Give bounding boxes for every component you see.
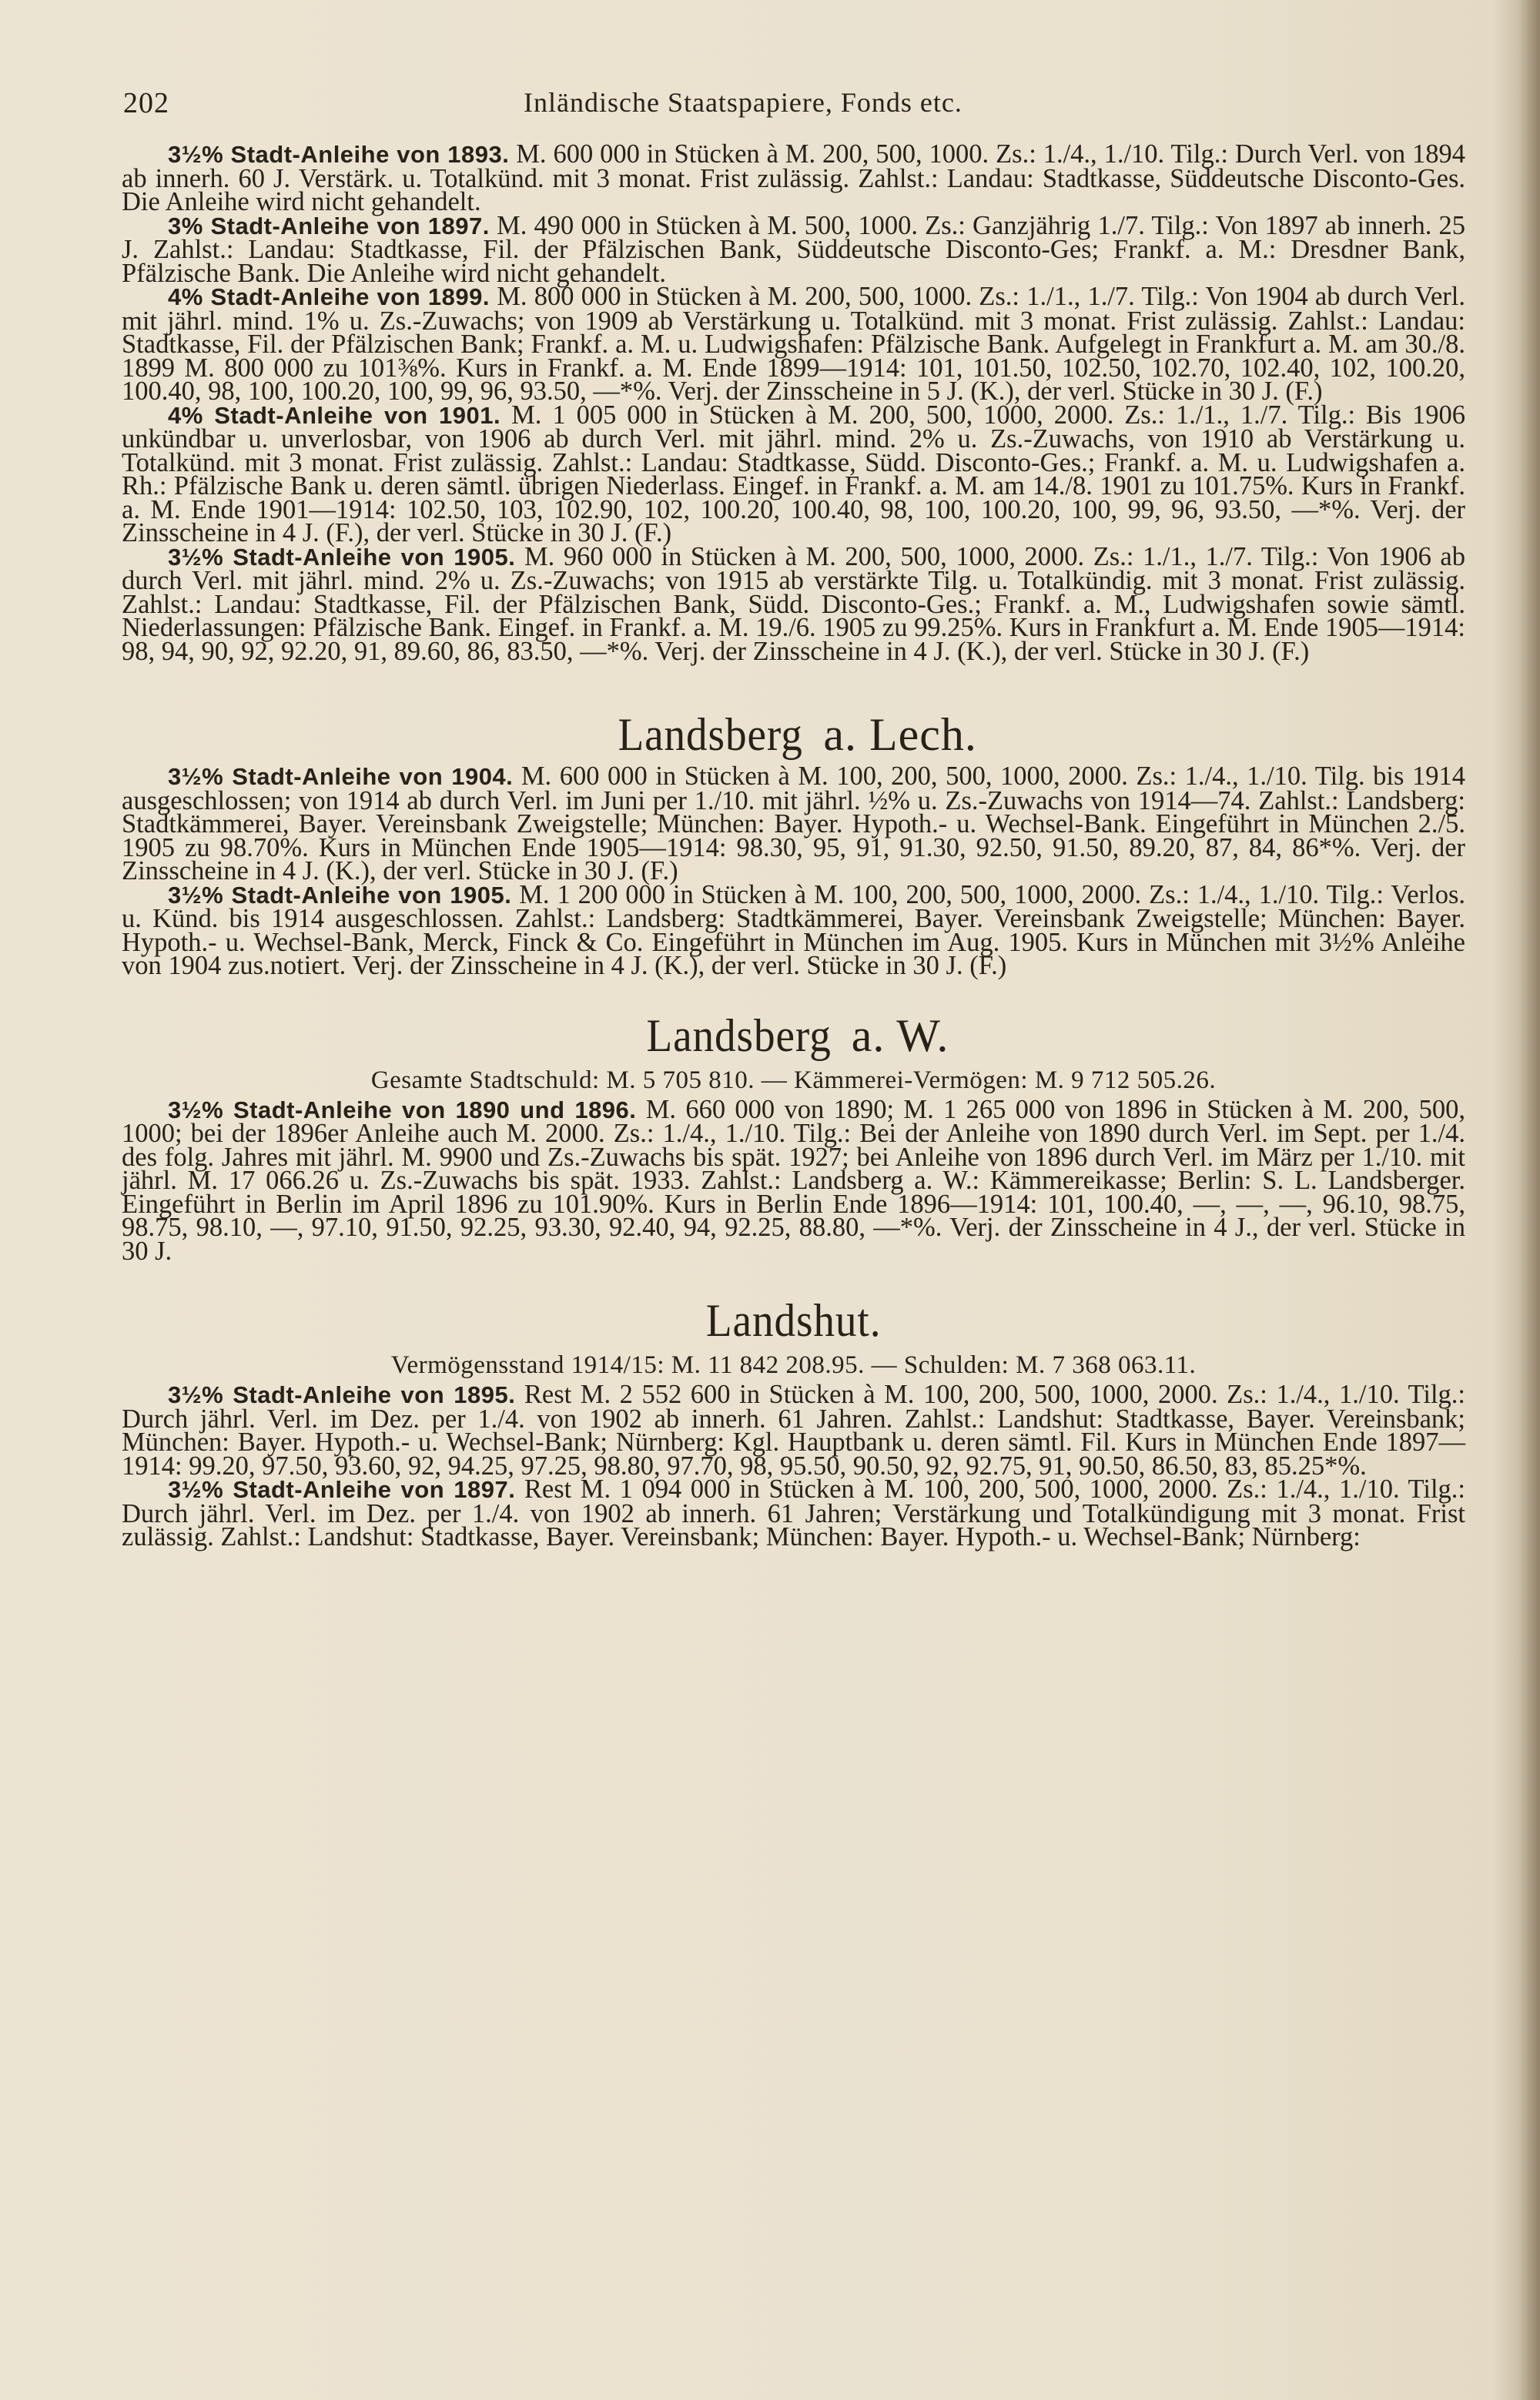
- bond-entry: [122, 879, 1465, 980]
- bond-title: 3½% Stadt-Anleihe von 1890 und 1896.: [168, 1096, 637, 1123]
- city-heading: [122, 1294, 1465, 1347]
- bond-entry: [122, 1380, 1466, 1481]
- bond-entry: [122, 1474, 1466, 1551]
- bond-text: M. 660 000 von 1890; M. 1 265 000 von 1896 in Stücken à M. 200, 500, 1000; bei der 1896er Anleihe auch M. 2000. Zs.: 1./4., 1./10. Tilg.: Bei der Anleihe von 1890 durch Verl. im Sept. per 1./4. des folg. Jahres mit jährl. M. 9900 und Zs.-Zuwachs bis spät. 1927; bei Anleihe von 1896 durch Verl. im März per 1./10. mit jährl. M. 17 066.26 u. Zs.-Zuwachs bis spät. 1933. Zahlst.: Landsberg a. W.: Kämmereikasse; Berlin: S. L. Landsberger. Eingeführt in Berlin im April 1896 zu 101.90%. Kurs in Berlin Ende 1896—1914: 101, 100.40, —, —, —, 96.10, 98.75, 98.75, 98.10, —, 97.10, 91.50, 92.25, 93.30, 92.40, 94, 92.25, 88.80, —*%. Verj. der Zinsscheine in 4 J., der verl. Stücke in 30 J.: [122, 1094, 1465, 1266]
- city-name: Landsberg: [618, 709, 803, 760]
- bond-title: 4% Stadt-Anleihe von 1901.: [168, 401, 501, 429]
- bond-title: 3½% Stadt-Anleihe von 1897.: [168, 1476, 516, 1503]
- bond-title: 4% Stadt-Anleihe von 1899.: [168, 283, 490, 310]
- bond-title: 3% Stadt-Anleihe von 1897.: [168, 212, 490, 239]
- city-suffix: a. Lech.: [823, 709, 977, 760]
- bond-text: M. 800 000 in Stücken à M. 200, 500, 1000. Zs.: 1./1., 1./7. Tilg.: Von 1904 ab durch Verl. mit jährl. mind. 1% u. Zs.-Zuwachs; von 1909 ab Verstärkung u. Totalkünd. mit 3 monat. Frist zulässig. Zahlst.: Landau: Stadtkasse, Fil. der Pfälzischen Bank; Frankf. a. M. u. Ludwigshafen: Pfälzische Bank. Aufgelegt in Frankfurt a. M. am 30./8. 1899 M. 800 000 zu 101⅜%. Kurs in Frankf. a. M. Ende 1899—1914: 101, 101.50, 102.50, 102.70, 102.40, 102, 100.20, 100.40, 98, 100, 100.20, 100, 99, 96, 93.50, —*%. Verj. der Zinsscheine in 5 J. (K.), der verl. Stücke in 30 J. (F.): [122, 282, 1465, 406]
- page-number: 202: [123, 87, 169, 119]
- page-edge-shadow: [1518, 0, 1540, 2400]
- city-summary: Vermögensstand 1914/15: M. 11 842 208.95. — Schulden: M. 7 368 063.11.: [390, 1351, 1197, 1379]
- bond-text: M. 960 000 in Stücken à M. 200, 500, 1000, 2000. Zs.: 1./1., 1./7. Tilg.: Von 1906 ab durch Verl. mit jährl. mind. 2% u. Zs.-Zuwachs; von 1915 ab verstärkte Tilg. u. Totalkündig. mit 3 monat. Frist zulässig. Zahlst.: Landau: Stadtkasse, Fil. der Pfälzischen Bank, Südd. Disconto-Ges.; Frankf. a. M., Ludwigshafen sowie sämtl. Niederlassungen: Pfälzische Bank. Eingef. in Frankf. a. M. 19./6. 1905 zu 99.25%. Kurs in Frankfurt a. M. Ende 1905—1914: 98, 94, 90, 92, 92.20, 91, 89.60, 86, 83.50, —*%. Verj. der Zinsscheine in 4 J. (K.), der verl. Stücke in 30 J. (F.): [122, 541, 1465, 666]
- bond-entry: [122, 1094, 1465, 1266]
- page-header: [123, 86, 1463, 132]
- bond-title: 3½% Stadt-Anleihe von 1904.: [168, 763, 514, 790]
- bond-text: M. 600 000 in Stücken à M. 200, 500, 1000. Zs.: 1./4., 1./10. Tilg.: Durch Verl. von 1894 ab innerh. 60 J. Verstärk. u. Totalkünd. mit 3 monat. Frist zulässig. Zahlst.: Landau: Stadtkasse, Süddeutsche Disconto-Ges. Die Anleihe wird nicht gehandelt.: [122, 139, 1466, 216]
- city-suffix: a. W.: [851, 1009, 949, 1061]
- bond-entry: [122, 139, 1466, 216]
- city-heading: [122, 708, 1465, 762]
- bond-entry: [122, 400, 1466, 547]
- city-heading: [122, 1009, 1465, 1063]
- bond-text: M. 490 000 in Stücken à M. 500, 1000. Zs.: Ganzjährig 1./7. Tilg.: Von 1897 ab innerh. 25 J. Zahlst.: Landau: Stadtkasse, Fil. der Pfälzischen Bank, Süddeutsche Disconto-Ges; Frankf. a. M.: Dresdner Bank, Pfälzische Bank. Die Anleihe wird nicht gehandelt.: [122, 210, 1466, 288]
- running-title: Inländische Staatspapiere, Fonds etc.: [524, 87, 962, 118]
- bond-text: M. 1 005 000 in Stücken à M. 200, 500, 1000, 2000. Zs.: 1./1., 1./7. Tilg.: Bis 1906 unkündbar u. unverlosbar, von 1906 ab durch Verl. mit jährl. mind. 2% u. Zs.-Zuwachs, von 1910 ab Verstärkung u. Totalkünd. mit 3 monat. Frist zulässig. Zahlst.: Landau: Stadtkasse, Südd. Disconto-Ges.; Frankf. a. M. u. Ludwigshafen a. Rh.: Pfälzische Bank u. deren sämtl. übrigen Niederlass. Eingef. in Frankf. a. M. am 14./8. 1901 zu 101.75%. Kurs in Frankf. a. M. Ende 1901—1914: 102.50, 103, 102.90, 102, 100.20, 100.40, 98, 100, 100.20, 100, 99, 96, 93.50, —*%. Verj. der Zinsscheine in 4 J. (F.), der verl. Stücke in 30 J. (F.): [122, 400, 1466, 547]
- bond-entry: [122, 762, 1465, 885]
- bond-entry: [122, 541, 1465, 666]
- city-summary: Gesamte Stadtschuld: M. 5 705 810. — Kämmerei-Vermögen: M. 9 712 505.26.: [370, 1066, 1217, 1094]
- bond-title: 3½% Stadt-Anleihe von 1905.: [168, 881, 512, 909]
- bond-entry: [122, 282, 1465, 406]
- bond-text: Rest M. 1 094 000 in Stücken à M. 100, 200, 500, 1000, 2000. Zs.: 1./4., 1./10. Tilg.: Durch jährl. Verl. im Dez. per 1./4. von 1902 ab innerh. 61 Jahren; Verstärkung und Totalkündigung mit 3 monat. Frist zulässig. Zahlst.: Landshut: Stadtkasse, Bayer. Vereinsbank; München: Bayer. Hypoth.- u. Wechsel-Bank; Nürnberg:: [122, 1474, 1466, 1551]
- city-name: Landshut.: [705, 1295, 882, 1346]
- bond-text: M. 600 000 in Stücken à M. 100, 200, 500, 1000, 2000. Zs.: 1./4., 1./10. Tilg. bis 1914 ausgeschlossen; von 1914 ab durch Verl. im Juni per 1./10. mit jährl. ½% u. Zs.-Zuwachs von 1914—74. Zahlst.: Landsberg: Stadtkämmerei, Bayer. Vereinsbank Zweigstelle; München: Bayer. Hypoth.- u. Wechsel-Bank. Eingeführt in München 2./5. 1905 zu 98.70%. Kurs in München Ende 1905—1914: 98.30, 95, 91, 91.30, 92.50, 91.50, 89.20, 87, 84, 86*%. Verj. der Zinsscheine in 4 J. (K.), der verl. Stücke in 30 J. (F.): [122, 762, 1465, 885]
- bond-title: 3½% Stadt-Anleihe von 1905.: [168, 543, 516, 571]
- bond-title: 3½% Stadt-Anleihe von 1893.: [168, 141, 510, 168]
- bond-text: M. 1 200 000 in Stücken à M. 100, 200, 500, 1000, 2000. Zs.: 1./4., 1./10. Tilg.: Verlos. u. Künd. bis 1914 ausgeschlossen. Zahlst.: Landsberg: Stadtkämmerei, Bayer. Vereinsbank Zweigstelle; München: Bayer. Hypoth.- u. Wechsel-Bank, Merck, Finck & Co. Eingeführt in München im Aug. 1905. Kurs in München mit 3½% Anleihe von 1904 zus.notiert. Verj. der Zinsscheine in 4 J. (K.), der verl. Stücke in 30 J. (F.): [122, 879, 1465, 980]
- bond-entry: [122, 210, 1466, 288]
- page-content: [122, 139, 1466, 1551]
- bond-title: 3½% Stadt-Anleihe von 1895.: [168, 1381, 516, 1408]
- bond-text: Rest M. 2 552 600 in Stücken à M. 100, 200, 500, 1000, 2000. Zs.: 1./4., 1./10. Tilg.: Durch jährl. Verl. im Dez. per 1./4. von 1902 ab innerh. 61 Jahren. Zahlst.: Landshut: Stadtkasse, Bayer. Vereinsbank; München: Bayer. Hypoth.- u. Wechsel-Bank; Nürnberg: Kgl. Hauptbank u. deren sämtl. Fil. Kurs in München Ende 1897—1914: 99.20, 97.50, 93.60, 92, 94.25, 97.25, 98.80, 97.70, 98, 95.50, 90.50, 92, 92.75, 91, 90.50, 86.50, 83, 85.25*%.: [122, 1380, 1466, 1481]
- city-name: Landsberg: [646, 1009, 832, 1061]
